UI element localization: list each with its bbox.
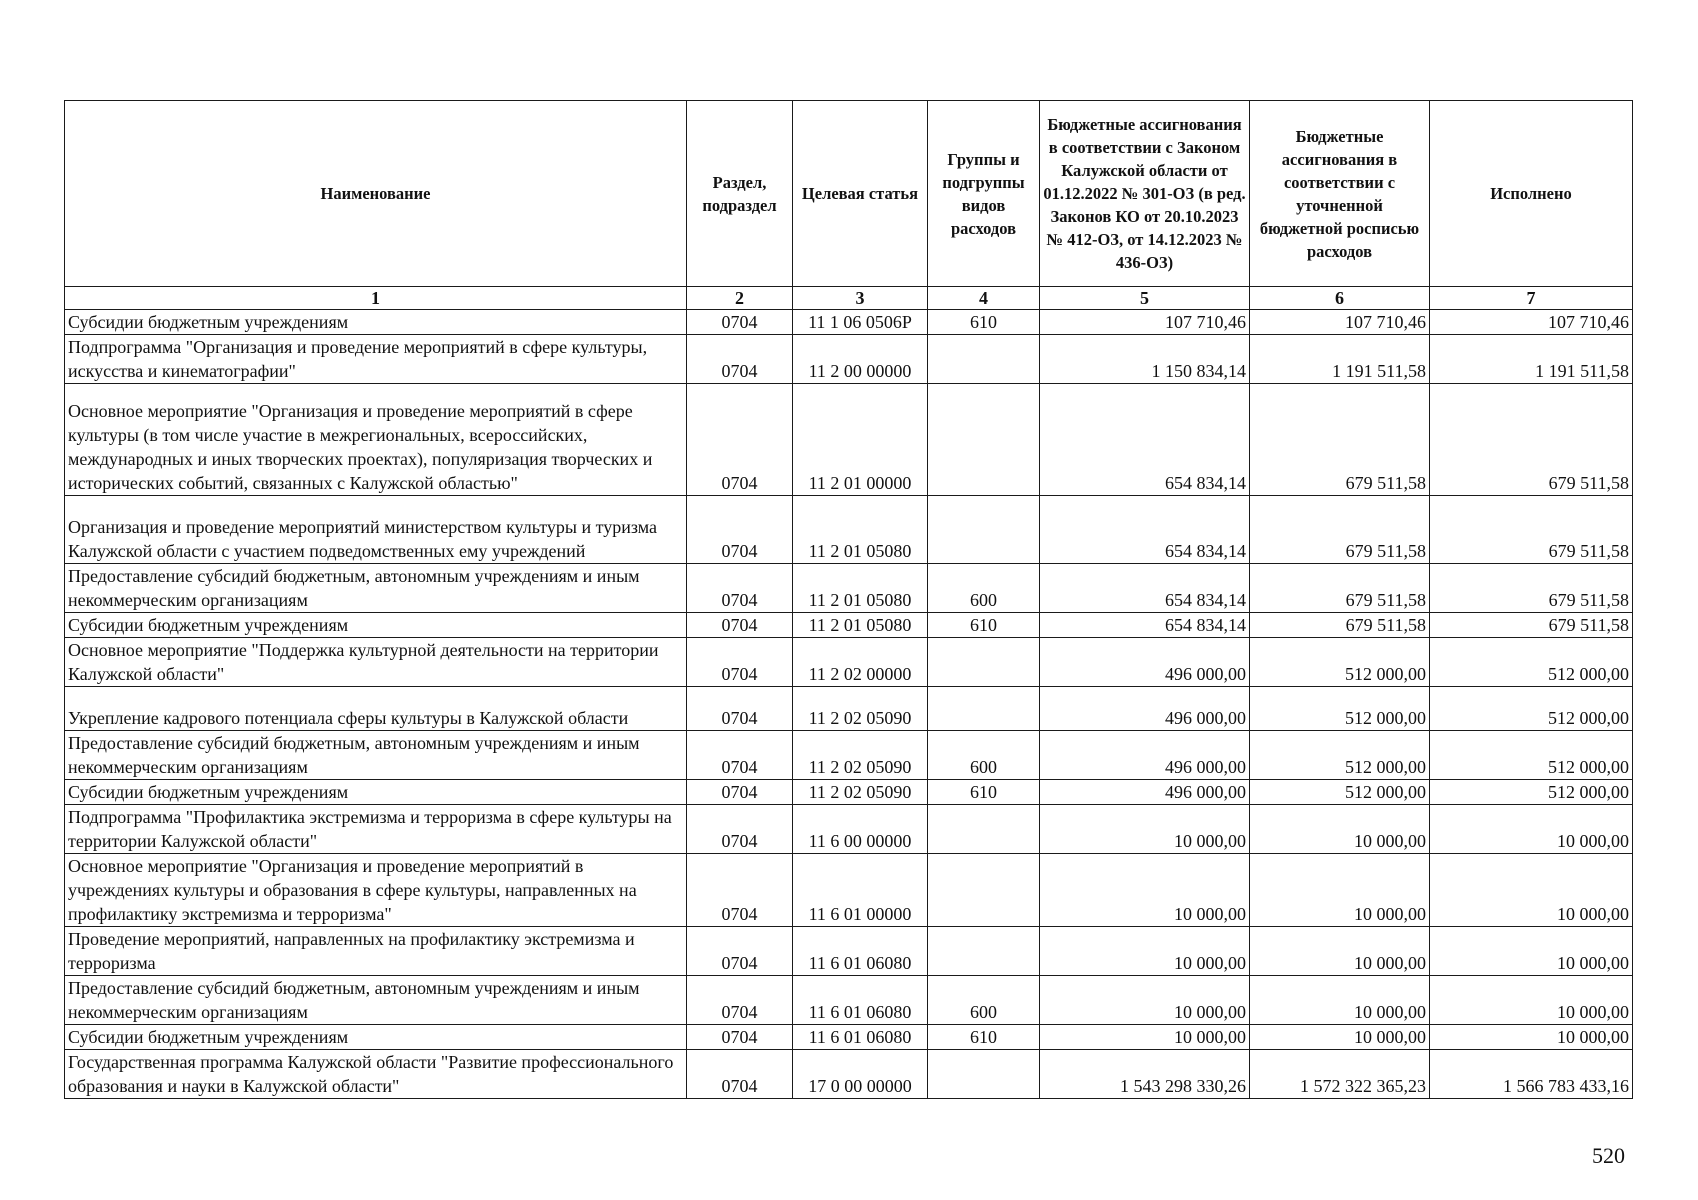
cell-plan-allocation: 679 511,58 <box>1250 613 1430 638</box>
cell-plan-allocation: 679 511,58 <box>1250 496 1430 564</box>
cell-executed: 512 000,00 <box>1430 638 1633 687</box>
cell-article: 11 2 01 05080 <box>793 613 928 638</box>
table-row <box>65 1050 1633 1099</box>
cell-article: 11 2 02 05090 <box>793 780 928 805</box>
table-row <box>65 496 1633 564</box>
cell-name: Субсидии бюджетным учреждениям <box>65 1025 687 1050</box>
cell-article: 11 2 02 00000 <box>793 638 928 687</box>
cell-name: Основное мероприятие "Поддержка культурной деятельности на территории Калужской области" <box>65 638 687 687</box>
page-number: 520 <box>1592 1143 1625 1168</box>
column-number: 1 <box>65 287 687 310</box>
header-executed: Исполнено <box>1430 101 1633 287</box>
table-row <box>65 731 1633 780</box>
cell-name: Государственная программа Калужской области "Развитие профессионального образования и науки в Калужской области" <box>65 1050 687 1099</box>
cell-section: 0704 <box>687 310 793 335</box>
cell-section: 0704 <box>687 496 793 564</box>
cell-law-allocation: 10 000,00 <box>1040 854 1250 927</box>
cell-plan-allocation: 107 710,46 <box>1250 310 1430 335</box>
cell-law-allocation: 496 000,00 <box>1040 780 1250 805</box>
cell-plan-allocation: 10 000,00 <box>1250 927 1430 976</box>
cell-name: Основное мероприятие "Организация и проведение мероприятий в учреждениях культуры и образования в сфере культуры, направленных на профилактику экстремизма и терроризма" <box>65 854 687 927</box>
cell-law-allocation: 1 150 834,14 <box>1040 335 1250 384</box>
cell-section: 0704 <box>687 731 793 780</box>
column-number: 7 <box>1430 287 1633 310</box>
table-row <box>65 687 1633 731</box>
column-number: 5 <box>1040 287 1250 310</box>
cell-plan-allocation: 1 572 322 365,23 <box>1250 1050 1430 1099</box>
table-row <box>65 1025 1633 1050</box>
table-row <box>65 638 1633 687</box>
table-row <box>65 976 1633 1025</box>
cell-law-allocation: 496 000,00 <box>1040 638 1250 687</box>
cell-article: 11 6 01 06080 <box>793 927 928 976</box>
cell-section: 0704 <box>687 854 793 927</box>
cell-name: Укрепление кадрового потенциала сферы культуры в Калужской области <box>65 687 687 731</box>
cell-executed: 512 000,00 <box>1430 731 1633 780</box>
column-number-row <box>65 287 1633 310</box>
cell-plan-allocation: 512 000,00 <box>1250 780 1430 805</box>
cell-group: 610 <box>928 613 1040 638</box>
column-number: 4 <box>928 287 1040 310</box>
header-group: Группы и подгруппы видов расходов <box>928 101 1040 287</box>
cell-group: 600 <box>928 976 1040 1025</box>
column-number: 3 <box>793 287 928 310</box>
cell-article: 11 2 01 05080 <box>793 564 928 613</box>
cell-group <box>928 638 1040 687</box>
budget-table <box>64 100 1633 1099</box>
table-row <box>65 613 1633 638</box>
table-row <box>65 384 1633 496</box>
cell-name: Предоставление субсидий бюджетным, автономным учреждениям и иным некоммерческим организациям <box>65 976 687 1025</box>
cell-section: 0704 <box>687 384 793 496</box>
cell-section: 0704 <box>687 976 793 1025</box>
cell-executed: 1 191 511,58 <box>1430 335 1633 384</box>
cell-name: Основное мероприятие "Организация и проведение мероприятий в сфере культуры (в том числе участие в межрегиональных, всероссийских, международных и иных творческих проектах), популяризация творческих и исторических событий, связанных с Калужской областью" <box>65 384 687 496</box>
cell-executed: 10 000,00 <box>1430 854 1633 927</box>
cell-article: 11 6 00 00000 <box>793 805 928 854</box>
cell-name: Субсидии бюджетным учреждениям <box>65 780 687 805</box>
cell-executed: 10 000,00 <box>1430 976 1633 1025</box>
cell-group <box>928 854 1040 927</box>
cell-article: 11 6 01 00000 <box>793 854 928 927</box>
cell-section: 0704 <box>687 687 793 731</box>
cell-plan-allocation: 10 000,00 <box>1250 805 1430 854</box>
header-section: Раздел, подраздел <box>687 101 793 287</box>
cell-article: 11 2 01 00000 <box>793 384 928 496</box>
cell-group <box>928 335 1040 384</box>
header-law-allocation: Бюджетные ассигнования в соответствии с Законом Калужской области от 01.12.2022 № 301-ОЗ (в ред. Законов КО от 20.10.2023 № 412-ОЗ, от 14.12.2023 № 436-ОЗ) <box>1040 101 1250 287</box>
cell-group <box>928 927 1040 976</box>
cell-name: Подпрограмма "Профилактика экстремизма и терроризма в сфере культуры на территории Калужской области" <box>65 805 687 854</box>
cell-group <box>928 384 1040 496</box>
cell-executed: 10 000,00 <box>1430 1025 1633 1050</box>
cell-plan-allocation: 10 000,00 <box>1250 976 1430 1025</box>
cell-section: 0704 <box>687 638 793 687</box>
cell-executed: 107 710,46 <box>1430 310 1633 335</box>
cell-name: Субсидии бюджетным учреждениям <box>65 613 687 638</box>
cell-section: 0704 <box>687 564 793 613</box>
cell-article: 11 6 01 06080 <box>793 976 928 1025</box>
cell-law-allocation: 107 710,46 <box>1040 310 1250 335</box>
cell-law-allocation: 654 834,14 <box>1040 384 1250 496</box>
cell-executed: 1 566 783 433,16 <box>1430 1050 1633 1099</box>
cell-article: 11 2 02 05090 <box>793 731 928 780</box>
cell-executed: 679 511,58 <box>1430 384 1633 496</box>
cell-group <box>928 1050 1040 1099</box>
cell-group: 600 <box>928 731 1040 780</box>
cell-article: 11 6 01 06080 <box>793 1025 928 1050</box>
cell-group <box>928 805 1040 854</box>
table-row <box>65 927 1633 976</box>
table-row <box>65 780 1633 805</box>
cell-article: 11 2 02 05090 <box>793 687 928 731</box>
cell-group: 610 <box>928 310 1040 335</box>
cell-executed: 10 000,00 <box>1430 927 1633 976</box>
cell-plan-allocation: 679 511,58 <box>1250 384 1430 496</box>
cell-law-allocation: 10 000,00 <box>1040 976 1250 1025</box>
cell-section: 0704 <box>687 780 793 805</box>
cell-article: 11 2 01 05080 <box>793 496 928 564</box>
header-article: Целевая статья <box>793 101 928 287</box>
cell-executed: 679 511,58 <box>1430 564 1633 613</box>
cell-section: 0704 <box>687 1025 793 1050</box>
cell-section: 0704 <box>687 335 793 384</box>
cell-plan-allocation: 10 000,00 <box>1250 1025 1430 1050</box>
table-row <box>65 335 1633 384</box>
cell-section: 0704 <box>687 1050 793 1099</box>
budget-sheet <box>64 100 1632 1099</box>
cell-article: 11 2 00 00000 <box>793 335 928 384</box>
cell-name: Предоставление субсидий бюджетным, автономным учреждениям и иным некоммерческим организациям <box>65 731 687 780</box>
cell-executed: 512 000,00 <box>1430 780 1633 805</box>
cell-name: Организация и проведение мероприятий министерством культуры и туризма Калужской области с участием подведомственных ему учреждений <box>65 496 687 564</box>
cell-group <box>928 687 1040 731</box>
cell-law-allocation: 10 000,00 <box>1040 805 1250 854</box>
cell-name: Субсидии бюджетным учреждениям <box>65 310 687 335</box>
cell-section: 0704 <box>687 805 793 854</box>
cell-name: Подпрограмма "Организация и проведение мероприятий в сфере культуры, искусства и кинематографии" <box>65 335 687 384</box>
column-number: 6 <box>1250 287 1430 310</box>
cell-law-allocation: 496 000,00 <box>1040 687 1250 731</box>
cell-article: 17 0 00 00000 <box>793 1050 928 1099</box>
cell-plan-allocation: 679 511,58 <box>1250 564 1430 613</box>
cell-law-allocation: 654 834,14 <box>1040 564 1250 613</box>
cell-group: 610 <box>928 1025 1040 1050</box>
table-row <box>65 854 1633 927</box>
cell-executed: 512 000,00 <box>1430 687 1633 731</box>
cell-plan-allocation: 1 191 511,58 <box>1250 335 1430 384</box>
cell-name: Проведение мероприятий, направленных на профилактику экстремизма и терроризма <box>65 927 687 976</box>
cell-executed: 679 511,58 <box>1430 613 1633 638</box>
table-row <box>65 564 1633 613</box>
cell-plan-allocation: 512 000,00 <box>1250 687 1430 731</box>
cell-group: 610 <box>928 780 1040 805</box>
cell-section: 0704 <box>687 613 793 638</box>
cell-group <box>928 496 1040 564</box>
cell-law-allocation: 10 000,00 <box>1040 927 1250 976</box>
cell-executed: 679 511,58 <box>1430 496 1633 564</box>
header-row <box>65 101 1633 287</box>
cell-article: 11 1 06 0506Р <box>793 310 928 335</box>
cell-plan-allocation: 512 000,00 <box>1250 638 1430 687</box>
cell-plan-allocation: 512 000,00 <box>1250 731 1430 780</box>
table-row <box>65 310 1633 335</box>
table-row <box>65 805 1633 854</box>
table-body <box>65 310 1633 1099</box>
cell-section: 0704 <box>687 927 793 976</box>
cell-name: Предоставление субсидий бюджетным, автономным учреждениям и иным некоммерческим организациям <box>65 564 687 613</box>
cell-law-allocation: 654 834,14 <box>1040 496 1250 564</box>
header-name: Наименование <box>65 101 687 287</box>
cell-law-allocation: 10 000,00 <box>1040 1025 1250 1050</box>
header-plan-allocation: Бюджетные ассигнования в соответствии с уточненной бюджетной росписью расходов <box>1250 101 1430 287</box>
cell-law-allocation: 1 543 298 330,26 <box>1040 1050 1250 1099</box>
cell-plan-allocation: 10 000,00 <box>1250 854 1430 927</box>
cell-executed: 10 000,00 <box>1430 805 1633 854</box>
column-number: 2 <box>687 287 793 310</box>
cell-group: 600 <box>928 564 1040 613</box>
cell-law-allocation: 496 000,00 <box>1040 731 1250 780</box>
cell-law-allocation: 654 834,14 <box>1040 613 1250 638</box>
